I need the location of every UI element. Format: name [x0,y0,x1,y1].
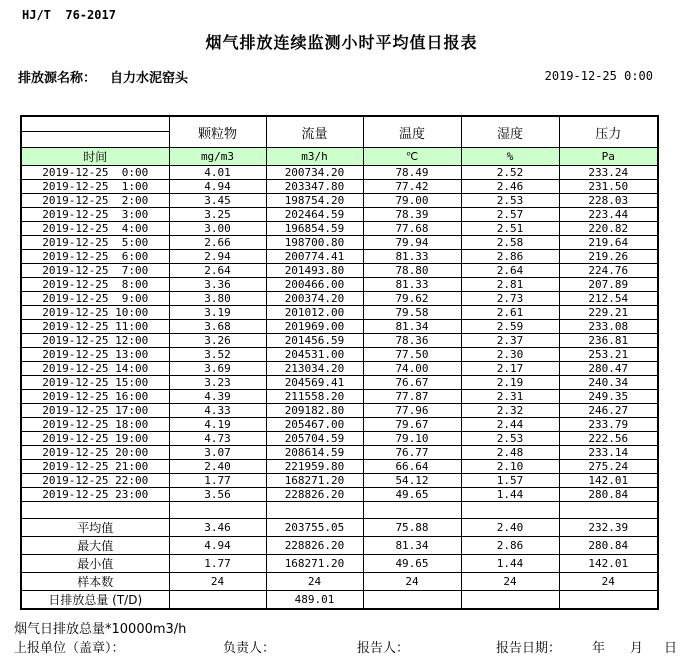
value-cell: 3.23 [169,376,266,390]
value-cell: 3.52 [169,348,266,362]
value-cell: 77.68 [363,222,461,236]
standard-code: HJ/T 76-2017 [22,8,116,22]
summary-row [21,519,658,537]
value-cell: 231.50 [559,180,658,194]
unit-humidity: % [461,148,559,166]
emission-source-line [18,67,188,86]
value-cell: 76.77 [363,446,461,460]
value-cell: 79.00 [363,194,461,208]
summary-row [21,591,658,610]
value-cell: 203347.80 [266,180,363,194]
unit-header-row [21,148,658,166]
summary-value-cell: 489.01 [266,591,363,610]
value-cell: 78.80 [363,264,461,278]
time-cell: 2019-12-25 22:00 [21,474,169,488]
reporter-label: 报告人： [357,641,410,656]
split-cell-bottom [22,132,169,147]
summary-row [21,555,658,573]
value-cell: 205704.59 [266,432,363,446]
time-cell: 2019-12-25 16:00 [21,390,169,404]
value-cell: 233.24 [559,166,658,180]
value-cell: 233.14 [559,446,658,460]
value-cell: 1.77 [169,474,266,488]
summary-label: 平均值 [21,519,169,537]
time-cell: 2019-12-25 15:00 [21,376,169,390]
value-cell: 224.76 [559,264,658,278]
value-cell: 3.07 [169,446,266,460]
summary-value-cell: 280.84 [559,537,658,555]
value-cell: 212.54 [559,292,658,306]
value-cell: 2.30 [461,348,559,362]
value-cell: 4.73 [169,432,266,446]
unit-particulate: mg/m3 [169,148,266,166]
monitoring-table [20,115,659,610]
value-cell: 3.19 [169,306,266,320]
summary-value-cell: 4.94 [169,537,266,555]
value-cell: 249.35 [559,390,658,404]
table-row [21,264,658,278]
value-cell: 2.61 [461,306,559,320]
column-header-temperature: 温度 [363,116,461,148]
value-cell: 2.51 [461,222,559,236]
time-cell: 2019-12-25 18:00 [21,418,169,432]
value-cell: 196854.59 [266,222,363,236]
table-row [21,390,658,404]
value-cell: 198754.20 [266,194,363,208]
spacer-row [21,502,658,519]
value-cell: 253.21 [559,348,658,362]
summary-label: 最小值 [21,555,169,573]
table-row [21,180,658,194]
summary-value-cell: 228826.20 [266,537,363,555]
spacer-body [21,502,658,519]
table-row [21,474,658,488]
value-cell: 4.39 [169,390,266,404]
value-cell: 4.01 [169,166,266,180]
summary-rows-body [21,519,658,610]
table-row [21,460,658,474]
table-row [21,250,658,264]
value-cell: 2.32 [461,404,559,418]
value-cell: 2.53 [461,194,559,208]
value-cell: 222.56 [559,432,658,446]
value-cell: 77.87 [363,390,461,404]
value-cell: 200374.20 [266,292,363,306]
value-cell: 200466.00 [266,278,363,292]
unit-flow: m3/h [266,148,363,166]
value-cell: 2.37 [461,334,559,348]
value-cell: 77.50 [363,348,461,362]
summary-value-cell: 49.65 [363,555,461,573]
table-row [21,488,658,502]
value-cell: 2.94 [169,250,266,264]
table-row [21,292,658,306]
value-cell: 201012.00 [266,306,363,320]
value-cell: 2.17 [461,362,559,376]
value-cell: 142.01 [559,474,658,488]
time-cell: 2019-12-25 0:00 [21,166,169,180]
value-cell: 3.80 [169,292,266,306]
value-cell: 2.57 [461,208,559,222]
unit-temperature: ℃ [363,148,461,166]
table-row [21,348,658,362]
column-header-particulate: 颗粒物 [169,116,266,148]
table-row [21,376,658,390]
value-cell: 81.33 [363,278,461,292]
value-cell: 3.25 [169,208,266,222]
time-cell: 2019-12-25 5:00 [21,236,169,250]
time-cell: 2019-12-25 19:00 [21,432,169,446]
value-cell: 78.36 [363,334,461,348]
report-datetime: 2019-12-25 0:00 [544,69,653,83]
summary-value-cell: 3.46 [169,519,266,537]
value-cell: 213034.20 [266,362,363,376]
value-cell: 1.57 [461,474,559,488]
summary-label: 最大值 [21,537,169,555]
value-cell: 208614.59 [266,446,363,460]
value-cell: 77.96 [363,404,461,418]
time-header-split-cell [21,116,169,148]
value-cell: 81.33 [363,250,461,264]
value-cell: 200774.41 [266,250,363,264]
value-cell: 3.26 [169,334,266,348]
value-cell: 2.64 [461,264,559,278]
day-label: 日 [664,641,678,656]
column-header-humidity: 湿度 [461,116,559,148]
summary-value-cell: 24 [169,573,266,591]
value-cell: 79.62 [363,292,461,306]
report-unit-label: 上报单位（盖章）： [14,641,125,656]
summary-row [21,537,658,555]
table-row [21,404,658,418]
value-cell: 54.12 [363,474,461,488]
value-cell: 3.00 [169,222,266,236]
value-cell: 198700.80 [266,236,363,250]
value-cell: 202464.59 [266,208,363,222]
time-cell: 2019-12-25 20:00 [21,446,169,460]
pollutant-header-row [21,116,658,148]
time-cell: 2019-12-25 12:00 [21,334,169,348]
table-row [21,362,658,376]
time-cell: 2019-12-25 3:00 [21,208,169,222]
column-header-pressure: 压力 [559,116,658,148]
value-cell: 211558.20 [266,390,363,404]
time-cell: 2019-12-25 4:00 [21,222,169,236]
time-cell: 2019-12-25 23:00 [21,488,169,502]
value-cell: 79.67 [363,418,461,432]
summary-value-cell: 24 [266,573,363,591]
table-row [21,306,658,320]
value-cell: 275.24 [559,460,658,474]
table-row [21,208,658,222]
report-date-label: 报告日期： [496,641,562,656]
value-cell: 2.40 [169,460,266,474]
summary-value-cell [559,591,658,610]
value-cell: 1.44 [461,488,559,502]
value-cell: 2.52 [461,166,559,180]
value-cell: 207.89 [559,278,658,292]
value-cell: 219.26 [559,250,658,264]
value-cell: 4.94 [169,180,266,194]
value-cell: 228826.20 [266,488,363,502]
value-cell: 2.44 [461,418,559,432]
time-cell: 2019-12-25 8:00 [21,278,169,292]
table-row [21,278,658,292]
value-cell: 220.82 [559,222,658,236]
time-cell: 2019-12-25 1:00 [21,180,169,194]
value-cell: 3.68 [169,320,266,334]
time-cell: 2019-12-25 11:00 [21,320,169,334]
time-cell: 2019-12-25 21:00 [21,460,169,474]
table-row [21,166,658,180]
value-cell: 78.39 [363,208,461,222]
page-title: 烟气排放连续监测小时平均值日报表 [205,33,478,52]
value-cell: 2.59 [461,320,559,334]
summary-row [21,573,658,591]
summary-value-cell: 81.34 [363,537,461,555]
value-cell: 219.64 [559,236,658,250]
value-cell: 3.69 [169,362,266,376]
value-cell: 76.67 [363,376,461,390]
responsible-person-label: 负责人： [223,641,276,656]
value-cell: 3.36 [169,278,266,292]
summary-value-cell [169,591,266,610]
emission-source-label: 排放源名称： [18,71,97,86]
value-cell: 3.45 [169,194,266,208]
value-cell: 79.58 [363,306,461,320]
value-cell: 2.19 [461,376,559,390]
table-row [21,236,658,250]
value-cell: 201969.00 [266,320,363,334]
value-cell: 2.53 [461,432,559,446]
time-cell: 2019-12-25 14:00 [21,362,169,376]
value-cell: 49.65 [363,488,461,502]
summary-value-cell: 232.39 [559,519,658,537]
value-cell: 223.44 [559,208,658,222]
summary-value-cell: 2.40 [461,519,559,537]
value-cell: 205467.00 [266,418,363,432]
value-cell: 168271.20 [266,474,363,488]
value-cell: 201493.80 [266,264,363,278]
value-cell: 4.33 [169,404,266,418]
table-row [21,194,658,208]
month-label: 月 [630,641,644,656]
table-row [21,334,658,348]
split-cell-top [22,117,169,132]
value-cell: 280.84 [559,488,658,502]
value-cell: 66.64 [363,460,461,474]
summary-value-cell: 142.01 [559,555,658,573]
table-row [21,432,658,446]
summary-value-cell [461,591,559,610]
time-cell: 2019-12-25 7:00 [21,264,169,278]
summary-value-cell: 2.86 [461,537,559,555]
value-cell: 240.34 [559,376,658,390]
value-cell: 2.66 [169,236,266,250]
summary-value-cell: 24 [559,573,658,591]
value-cell: 200734.20 [266,166,363,180]
value-cell: 77.42 [363,180,461,194]
year-label: 年 [592,641,606,656]
unit-pressure: Pa [559,148,658,166]
time-cell: 2019-12-25 6:00 [21,250,169,264]
emission-source-name: 自力水泥窑头 [110,71,189,86]
value-cell: 2.64 [169,264,266,278]
value-cell: 2.86 [461,250,559,264]
data-rows-body [21,166,658,502]
value-cell: 209182.80 [266,404,363,418]
value-cell: 201456.59 [266,334,363,348]
time-header: 时间 [21,148,169,166]
value-cell: 221959.80 [266,460,363,474]
value-cell: 204531.00 [266,348,363,362]
value-cell: 233.79 [559,418,658,432]
value-cell: 233.08 [559,320,658,334]
time-cell: 2019-12-25 9:00 [21,292,169,306]
time-cell: 2019-12-25 2:00 [21,194,169,208]
summary-label: 样本数 [21,573,169,591]
value-cell: 79.10 [363,432,461,446]
value-cell: 236.81 [559,334,658,348]
value-cell: 2.48 [461,446,559,460]
summary-value-cell: 24 [363,573,461,591]
summary-value-cell [363,591,461,610]
total-emission-note: 烟气日排放总量*10000m3/h [14,622,187,637]
value-cell: 280.47 [559,362,658,376]
summary-value-cell: 75.88 [363,519,461,537]
time-cell: 2019-12-25 17:00 [21,404,169,418]
summary-value-cell: 1.77 [169,555,266,573]
table-row [21,320,658,334]
table-row [21,446,658,460]
value-cell: 2.73 [461,292,559,306]
signature-line [0,637,683,655]
time-cell: 2019-12-25 10:00 [21,306,169,320]
value-cell: 229.21 [559,306,658,320]
value-cell: 2.46 [461,180,559,194]
value-cell: 246.27 [559,404,658,418]
value-cell: 2.81 [461,278,559,292]
summary-value-cell: 1.44 [461,555,559,573]
value-cell: 4.19 [169,418,266,432]
value-cell: 81.34 [363,320,461,334]
value-cell: 79.94 [363,236,461,250]
table-row [21,418,658,432]
table-row [21,222,658,236]
value-cell: 3.56 [169,488,266,502]
summary-label: 日排放总量 (T/D) [21,591,169,610]
value-cell: 2.31 [461,390,559,404]
summary-value-cell: 203755.05 [266,519,363,537]
summary-value-cell: 168271.20 [266,555,363,573]
value-cell: 2.58 [461,236,559,250]
value-cell: 78.49 [363,166,461,180]
value-cell: 228.03 [559,194,658,208]
value-cell: 204569.41 [266,376,363,390]
column-header-flow: 流量 [266,116,363,148]
time-cell: 2019-12-25 13:00 [21,348,169,362]
value-cell: 74.00 [363,362,461,376]
value-cell: 2.10 [461,460,559,474]
summary-value-cell: 24 [461,573,559,591]
